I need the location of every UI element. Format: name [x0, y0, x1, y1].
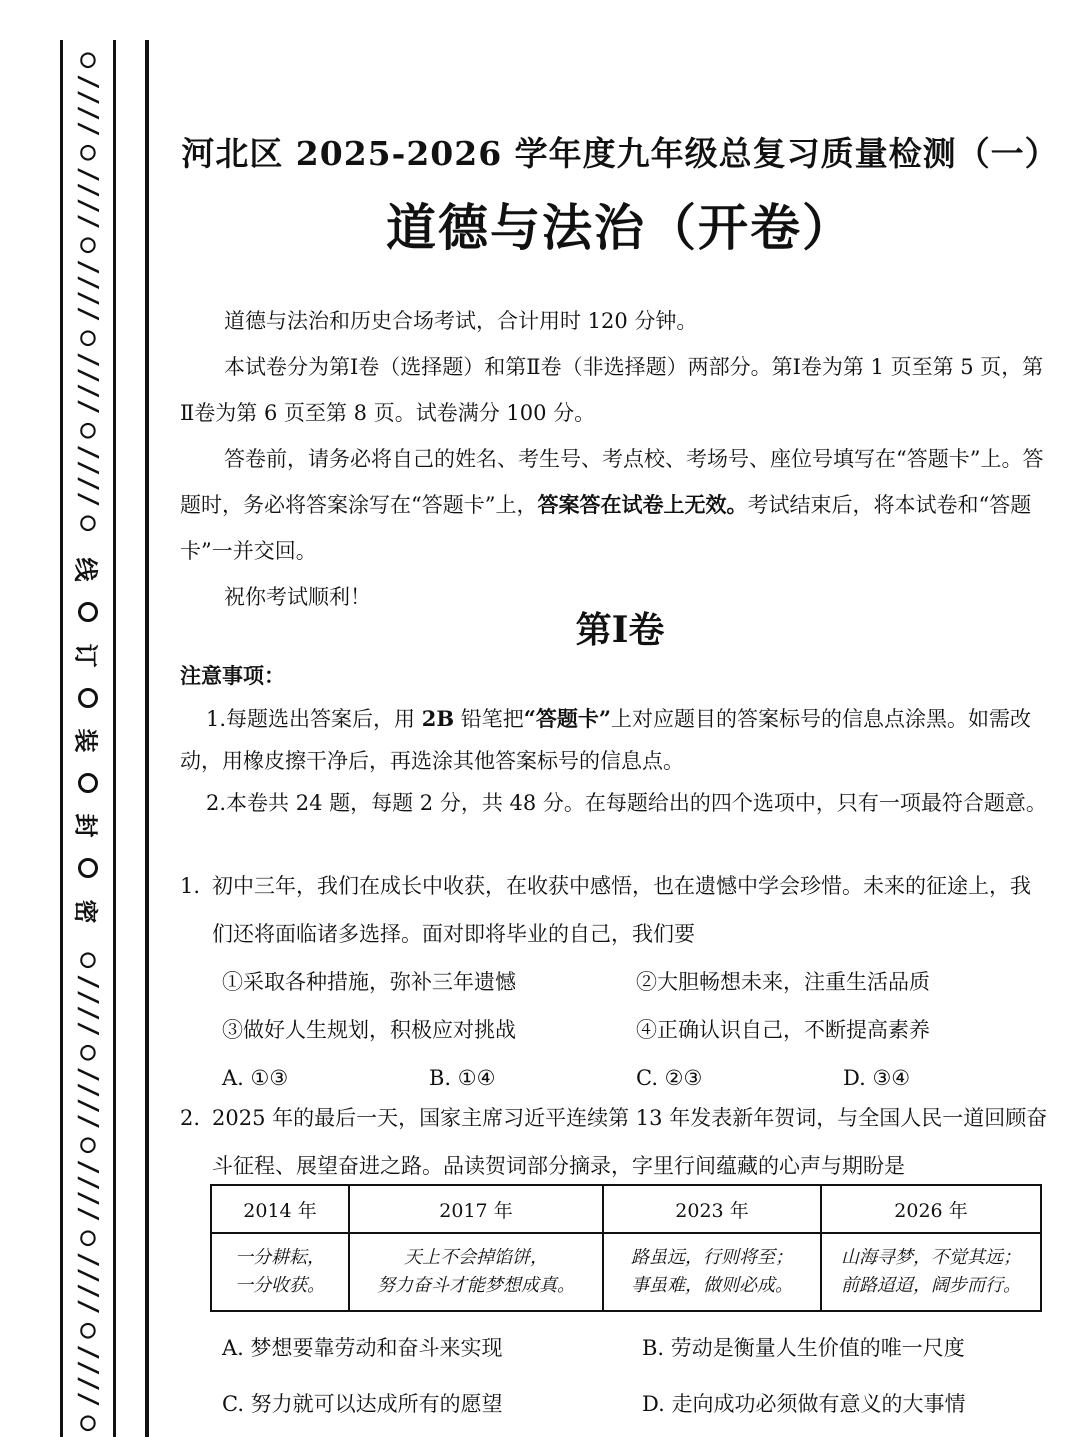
table-header: 2017 年: [349, 1185, 603, 1233]
choice-d: D. 走向成功必须做有意义的大事情: [642, 1392, 966, 1416]
instruction-answer-card: [180, 436, 1050, 574]
statement-item: ③做好人生规划，积极应对挑战: [222, 1018, 516, 1042]
exam-instructions: [180, 298, 1050, 620]
binding-dashes: ○////○////○////○////○////○: [73, 943, 103, 1437]
binding-circle: [78, 688, 98, 708]
table-cell: 山海寻梦，不觉其远； 前路迢迢，阔步而行。: [821, 1233, 1041, 1311]
question-number: 2.: [180, 1106, 201, 1130]
question-stem: [180, 1094, 1050, 1190]
question-text: 2025 年的最后一天，国家主席习近平连续第 13 年发表新年贺词，与全国人民一道回顾奋斗征程、展望奋进之路。品读贺词部分摘录，字里行间蕴藏的心声与期盼是: [212, 1106, 1048, 1178]
table-cell: 一分耕耘， 一分收获。: [211, 1233, 349, 1311]
question-2-choices: [222, 1320, 1062, 1432]
notice-item: 1.每题选出答案后，用 2B 铅笔把“答题卡”上对应题目的答案标号的信息点涂黑。如需改动，用橡皮擦干净后，再选涂其他答案标号的信息点。: [180, 706, 1031, 773]
instruction-time: 道德与法治和历史合场考试，合计用时 120 分钟。: [224, 309, 698, 333]
binding-word-cut: 订: [71, 643, 100, 668]
binding-border-left: [60, 40, 63, 1437]
page-margin-line: [145, 40, 149, 1437]
table-cell: 天上不会掉馅饼， 努力奋斗才能梦想成真。: [349, 1233, 603, 1311]
quote-table: [210, 1184, 1042, 1312]
choice-c: C. ②③: [636, 1066, 703, 1090]
question-1: [180, 862, 1050, 1102]
notice-item: 2.本卷共 24 题，每题 2 分，共 48 分。在每题给出的四个选项中，只有一项最符合题意。: [206, 791, 1047, 815]
statement-item: ②大胆畅想未来，注重生活品质: [636, 970, 930, 994]
statement-row: [180, 958, 1050, 1006]
exam-title: 河北区 2025-2026 学年度九年级总复习质量检测（一）: [181, 134, 1059, 173]
instruction-text: 考试结束后，将本试卷和“答题卡”一并交回。: [180, 493, 1032, 563]
instruction-wish: 祝你考试顺利！: [224, 585, 371, 609]
choice-row: [222, 1376, 1062, 1432]
instruction-text: 答卷前，请务必将自己的姓名、考生号、考点校、考场号、座位号填写在“答题卡”上。答题时，务必将答案涂写在“答题卡”上，: [180, 447, 1044, 517]
choice-row: [222, 1320, 1062, 1376]
table-cell: 路虽远，行则将至； 事虽难，做则必成。: [603, 1233, 821, 1311]
binding-circle: [78, 858, 98, 878]
question-2: [180, 1094, 1050, 1190]
binding-word-bind: 装: [71, 728, 100, 753]
binding-word-secret: 密: [71, 899, 100, 924]
table-row: [211, 1233, 1041, 1311]
choice-d: D. ③④: [843, 1066, 911, 1090]
choice-c: C. 努力就可以达成所有的愿望: [222, 1392, 503, 1416]
statement-row: [180, 1006, 1050, 1054]
choice-b: B. ①④: [429, 1066, 496, 1090]
choice-b: B. 劳动是衡量人生价值的唯一尺度: [642, 1336, 965, 1360]
binding-word-seal: 封: [71, 813, 100, 838]
notice-list: [180, 698, 1050, 824]
instruction-warning: 答案答在试卷上无效。: [537, 492, 748, 517]
choice-a: A. 梦想要靠劳动和奋斗来实现: [222, 1336, 503, 1360]
choice-a: A. ①③: [222, 1066, 289, 1090]
statement-item: ①采取各种措施，弥补三年遗憾: [222, 970, 516, 994]
binding-dashes: ○////○////○////○////○////○: [73, 44, 103, 538]
binding-border-right: [113, 40, 116, 1437]
statement-item: ④正确认识自己，不断提高素养: [636, 1018, 930, 1042]
question-stem: [180, 862, 1050, 958]
binding-circle: [78, 602, 98, 622]
instruction-structure: 本试卷分为第Ⅰ卷（选择题）和第Ⅱ卷（非选择题）两部分。第Ⅰ卷为第 1 页至第 5 页，第Ⅱ卷为第 6 页至第 8 页。试卷满分 100 分。: [180, 355, 1044, 425]
binding-circle: [78, 773, 98, 793]
volume-title: 第Ⅰ卷: [575, 609, 665, 651]
binding-strip: [66, 44, 110, 1437]
notice-heading: 注意事项：: [180, 663, 285, 688]
binding-word-line: 线: [71, 557, 100, 582]
table-header: 2014 年: [211, 1185, 349, 1233]
table-header: 2023 年: [603, 1185, 821, 1233]
question-text: 初中三年，我们在成长中收获，在收获中感悟，也在遗憾中学会珍惜。未来的征途上，我们还将面临诸多选择。面对即将毕业的自己，我们要: [212, 874, 1031, 946]
question-number: 1.: [180, 874, 201, 898]
table-header: 2026 年: [821, 1185, 1041, 1233]
table-header-row: [211, 1185, 1041, 1233]
subject-title: 道德与法治（开卷）: [386, 198, 854, 257]
